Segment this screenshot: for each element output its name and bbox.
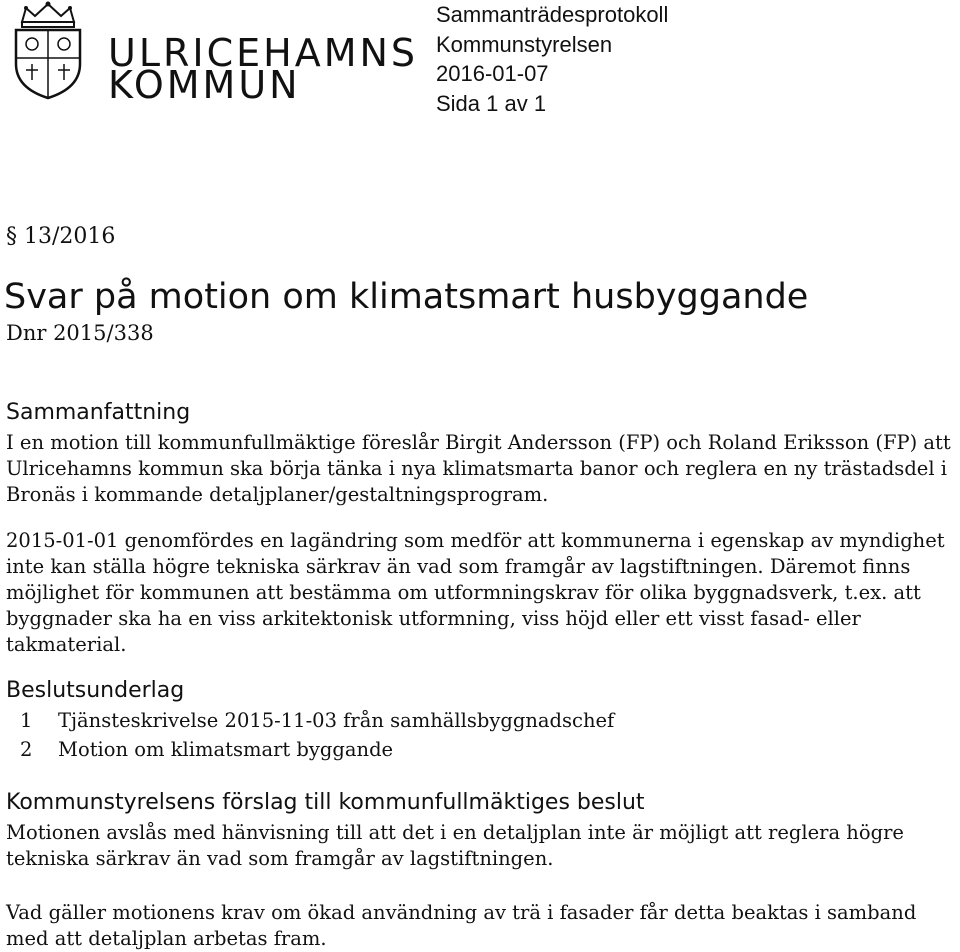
page-indicator: Sida 1 av 1 — [436, 90, 547, 116]
municipality-logo — [8, 0, 419, 107]
summary-heading: Sammanfattning — [6, 400, 191, 425]
summary-paragraph-1: I en motion till kommunfullmäktige föreslår Birgit Andersson (FP) och Roland Eriksson (FP) att Ulricehamns kommun ska börja tänka i nya klimatsmarta banor och reglera en ny trästadsdel i Bronäs i kommande detaljplaner/gestaltningsprogram. — [6, 431, 951, 506]
page-title: Svar på motion om klimatsmart husbyggande — [4, 277, 809, 317]
list-item-text: Motion om klimatsmart byggande — [58, 738, 394, 761]
proposal-paragraph-2: Vad gäller motionens krav om ökad användning av trä i fasader får detta beaktas i samband med att detaljplan arbetas fram. — [6, 901, 917, 950]
summary-paragraph-2: 2015-01-01 genomfördes en lagändring som medför att kommunerna i egenskap av myndighet inte kan ställa högre tekniska särkrav än vad som framgår av lagstiftningen. Däremot finns möjlighet för kommunen att bestämma om utformningskrav för olika byggnadsverk, t.ex. att byggnader ska ha en viss arkitektonisk utformning, viss höjd eller ett visst fasad- eller takmaterial. — [6, 529, 945, 656]
document-meta — [436, 0, 668, 118]
proposal-heading: Kommunstyrelsens förslag till kommunfullmäktiges beslut — [6, 790, 645, 815]
document-type: Sammanträdesprotokoll — [436, 2, 669, 27]
basis-list — [20, 706, 614, 764]
issuing-body: Kommunstyrelsen — [436, 31, 613, 57]
section-number: § 13/2016 — [6, 224, 116, 249]
case-number: Dnr 2015/338 — [6, 321, 154, 345]
list-item-number: 1 — [20, 709, 33, 732]
coat-of-arms-icon — [8, 0, 88, 100]
list-item-number: 2 — [20, 738, 33, 761]
meeting-date: 2016-01-07 — [436, 61, 549, 86]
list-item — [20, 706, 614, 735]
list-item — [20, 735, 614, 764]
logo-wordmark-line1: ULRICEHAMNS — [108, 31, 419, 75]
logo-wordmark-line2: KOMMUN — [108, 63, 301, 107]
basis-heading: Beslutsunderlag — [6, 678, 185, 703]
proposal-paragraph-1: Motionen avslås med hänvisning till att det i en detaljplan inte är möjligt att reglera högre tekniska särkrav än vad som framgår av lagstiftningen. — [6, 821, 904, 870]
list-item-text: Tjänsteskrivelse 2015-11-03 från samhällsbyggnadschef — [58, 709, 615, 732]
